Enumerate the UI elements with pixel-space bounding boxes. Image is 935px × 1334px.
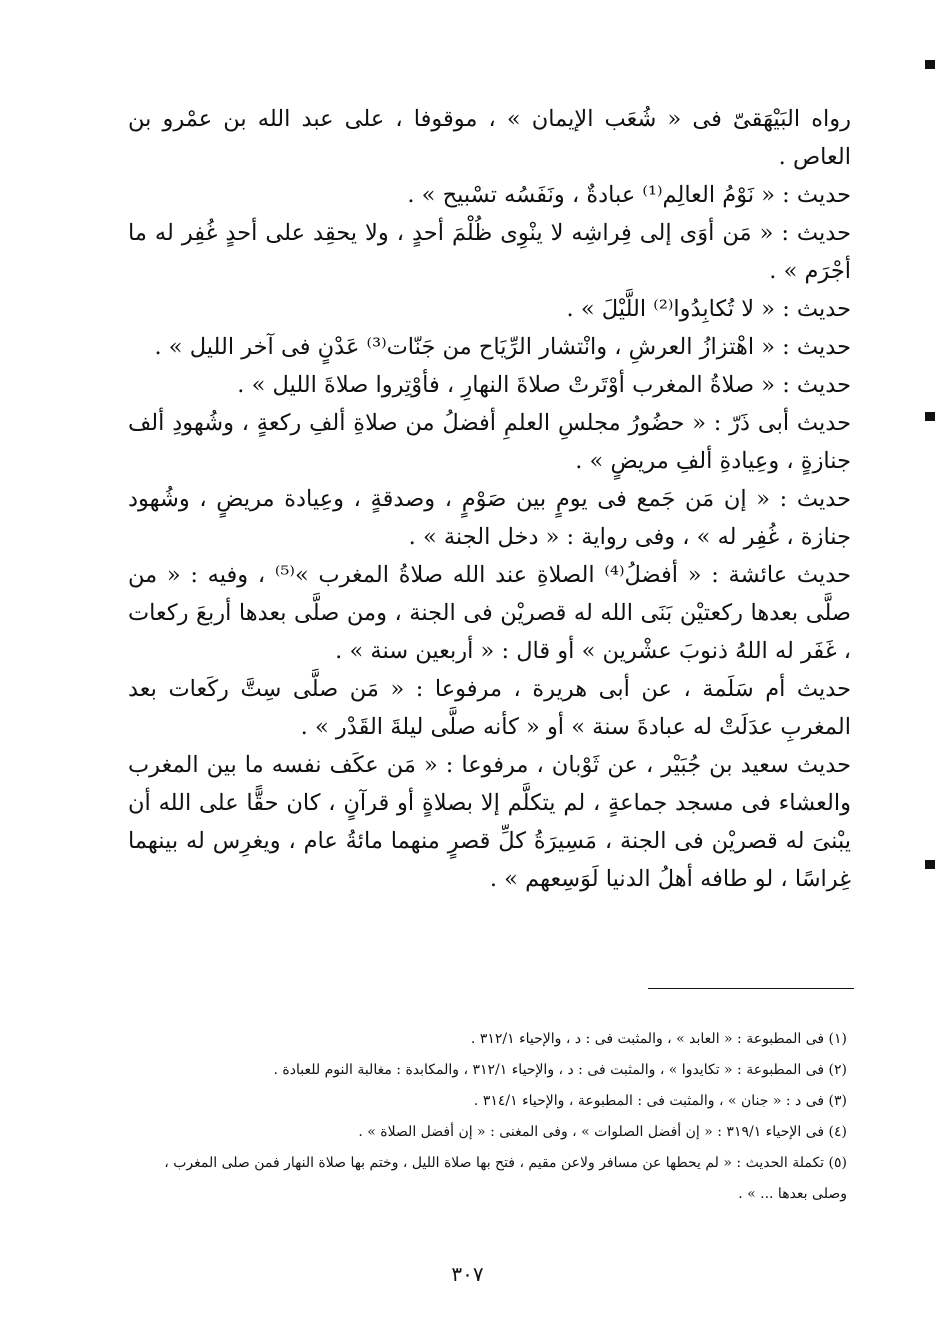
footnote: (٤) فى الإحياء ٣١٩/١ : « إن أفضل الصلوات » ، وفى المغنى : « إن أفضل الصلاة » . bbox=[358, 1124, 847, 1140]
footnote: (٣) فى د : « جنان » ، والمثبت فى : المطبوعة ، والإحياء ٣١٤/١ . bbox=[473, 1093, 847, 1109]
footnote: (٥) تكملة الحديث : « لم يحطها عن مسافر ولاعن مقيم ، فتح بها صلاة الليل ، وختم بها صلاة النهار فمن صلى المغرب ، وصلى بعدها ... » . bbox=[164, 1155, 847, 1202]
margin-tab-mark bbox=[925, 60, 935, 69]
footnote-separator bbox=[648, 988, 854, 989]
margin-tab-mark bbox=[925, 860, 935, 869]
body-paragraph: حديث : « اهْتزازُ العرشِ ، وانْتشار الرِّيَاح من جَنّات⁽³⁾ عَدْنٍ فى آخر الليل » . bbox=[154, 334, 851, 360]
footnotes bbox=[132, 1024, 847, 1210]
body-paragraph: حديث أبى ذَرّ : « حضُورُ مجلسِ العلمِ أفضلُ من صلاةِ ألفِ ركعةٍ ، وشُهودِ ألف جنازةٍ ، وعِيادةِ ألفِ مريضٍ » . bbox=[128, 410, 851, 474]
body-paragraph: حديث : « نَوْمُ العالِم⁽¹⁾ عبادةٌ ، ونَفَسُه تسْبيح » . bbox=[407, 182, 851, 208]
body-paragraph: حديث : « إن مَن جَمع فى يومٍ بين صَوْمٍ ، وصدقةٍ ، وعِيادة مريضٍ ، وشُهود جنازة ، غُفِر له » ، وفى رواية : « دخل الجنة » . bbox=[128, 486, 851, 550]
main-text bbox=[128, 100, 851, 898]
body-paragraph: حديث أم سَلَمة ، عن أبى هريرة ، مرفوعا : « مَن صلَّى سِتَّ ركَعات بعد المغربِ عدَلَتْ له عبادةَ سنة » أو « كأنه صلَّى ليلةَ القَدْر » . bbox=[128, 676, 851, 740]
body-paragraph: حديث : « مَن أوَى إلى فِراشِه لا ينْوِى ظُلْمَ أحدٍ ، ولا يحقِد على أحدٍ غُفِر له ما أجْرَم » . bbox=[128, 220, 851, 284]
footnote: (٢) فى المطبوعة : « تكايدوا » ، والمثبت فى : د ، والإحياء ٣١٢/١ ، والمكابدة : مغالبة النوم للعبادة . bbox=[273, 1062, 847, 1078]
margin-tab-mark bbox=[925, 412, 935, 421]
footnote: (١) فى المطبوعة : « العابد » ، والمثبت فى : د ، والإحياء ٣١٢/١ . bbox=[470, 1031, 847, 1047]
body-paragraph: حديث : « صلاةُ المغرب أوْتَرتْ صلاةَ النهارِ ، فأوْتِروا صلاةَ الليل » . bbox=[237, 372, 851, 398]
body-paragraph: حديث : « لا تُكابِدُوا⁽²⁾ اللَّيْلَ » . bbox=[566, 296, 851, 322]
body-paragraph: رواه البَيْهَقىّ فى « شُعَب الإيمان » ، موقوفا ، على عبد الله بن عمْرو بن العاص . bbox=[128, 106, 851, 170]
body-paragraph: حديث سعيد بن جُبَيْر ، عن ثَوْبان ، مرفوعا : « مَن عكَف نفسه ما بين المغرب والعشاء فى مسجد جماعةٍ ، لم يتكلَّم إلا بصلاةٍ أو قرآنٍ ، كان حقًّا على الله أن يبْنىَ له قصريْن فى الجنة ، مَسِيرَةُ كلِّ قصرٍ منهما مائةُ عام ، ويغرِس له بينهما غِراسًا ، لو طافه أهلُ الدنيا لَوَسِعهم » . bbox=[128, 752, 851, 892]
page-number: ٣٠٧ bbox=[451, 1262, 484, 1286]
body-paragraph: حديث عائشة : « أفضلُ⁽⁴⁾ الصلاةِ عند الله صلاةُ المغرب »⁽⁵⁾ ، وفيه : « من صلَّى بعدها ركعتيْن بَنَى الله له قصريْن فى الجنة ، ومن صلَّى بعدها أربعَ ركعات ، غَفَر له اللهُ ذنوبَ عشْرين » أو قال : « أربعين سنة » . bbox=[128, 562, 851, 664]
